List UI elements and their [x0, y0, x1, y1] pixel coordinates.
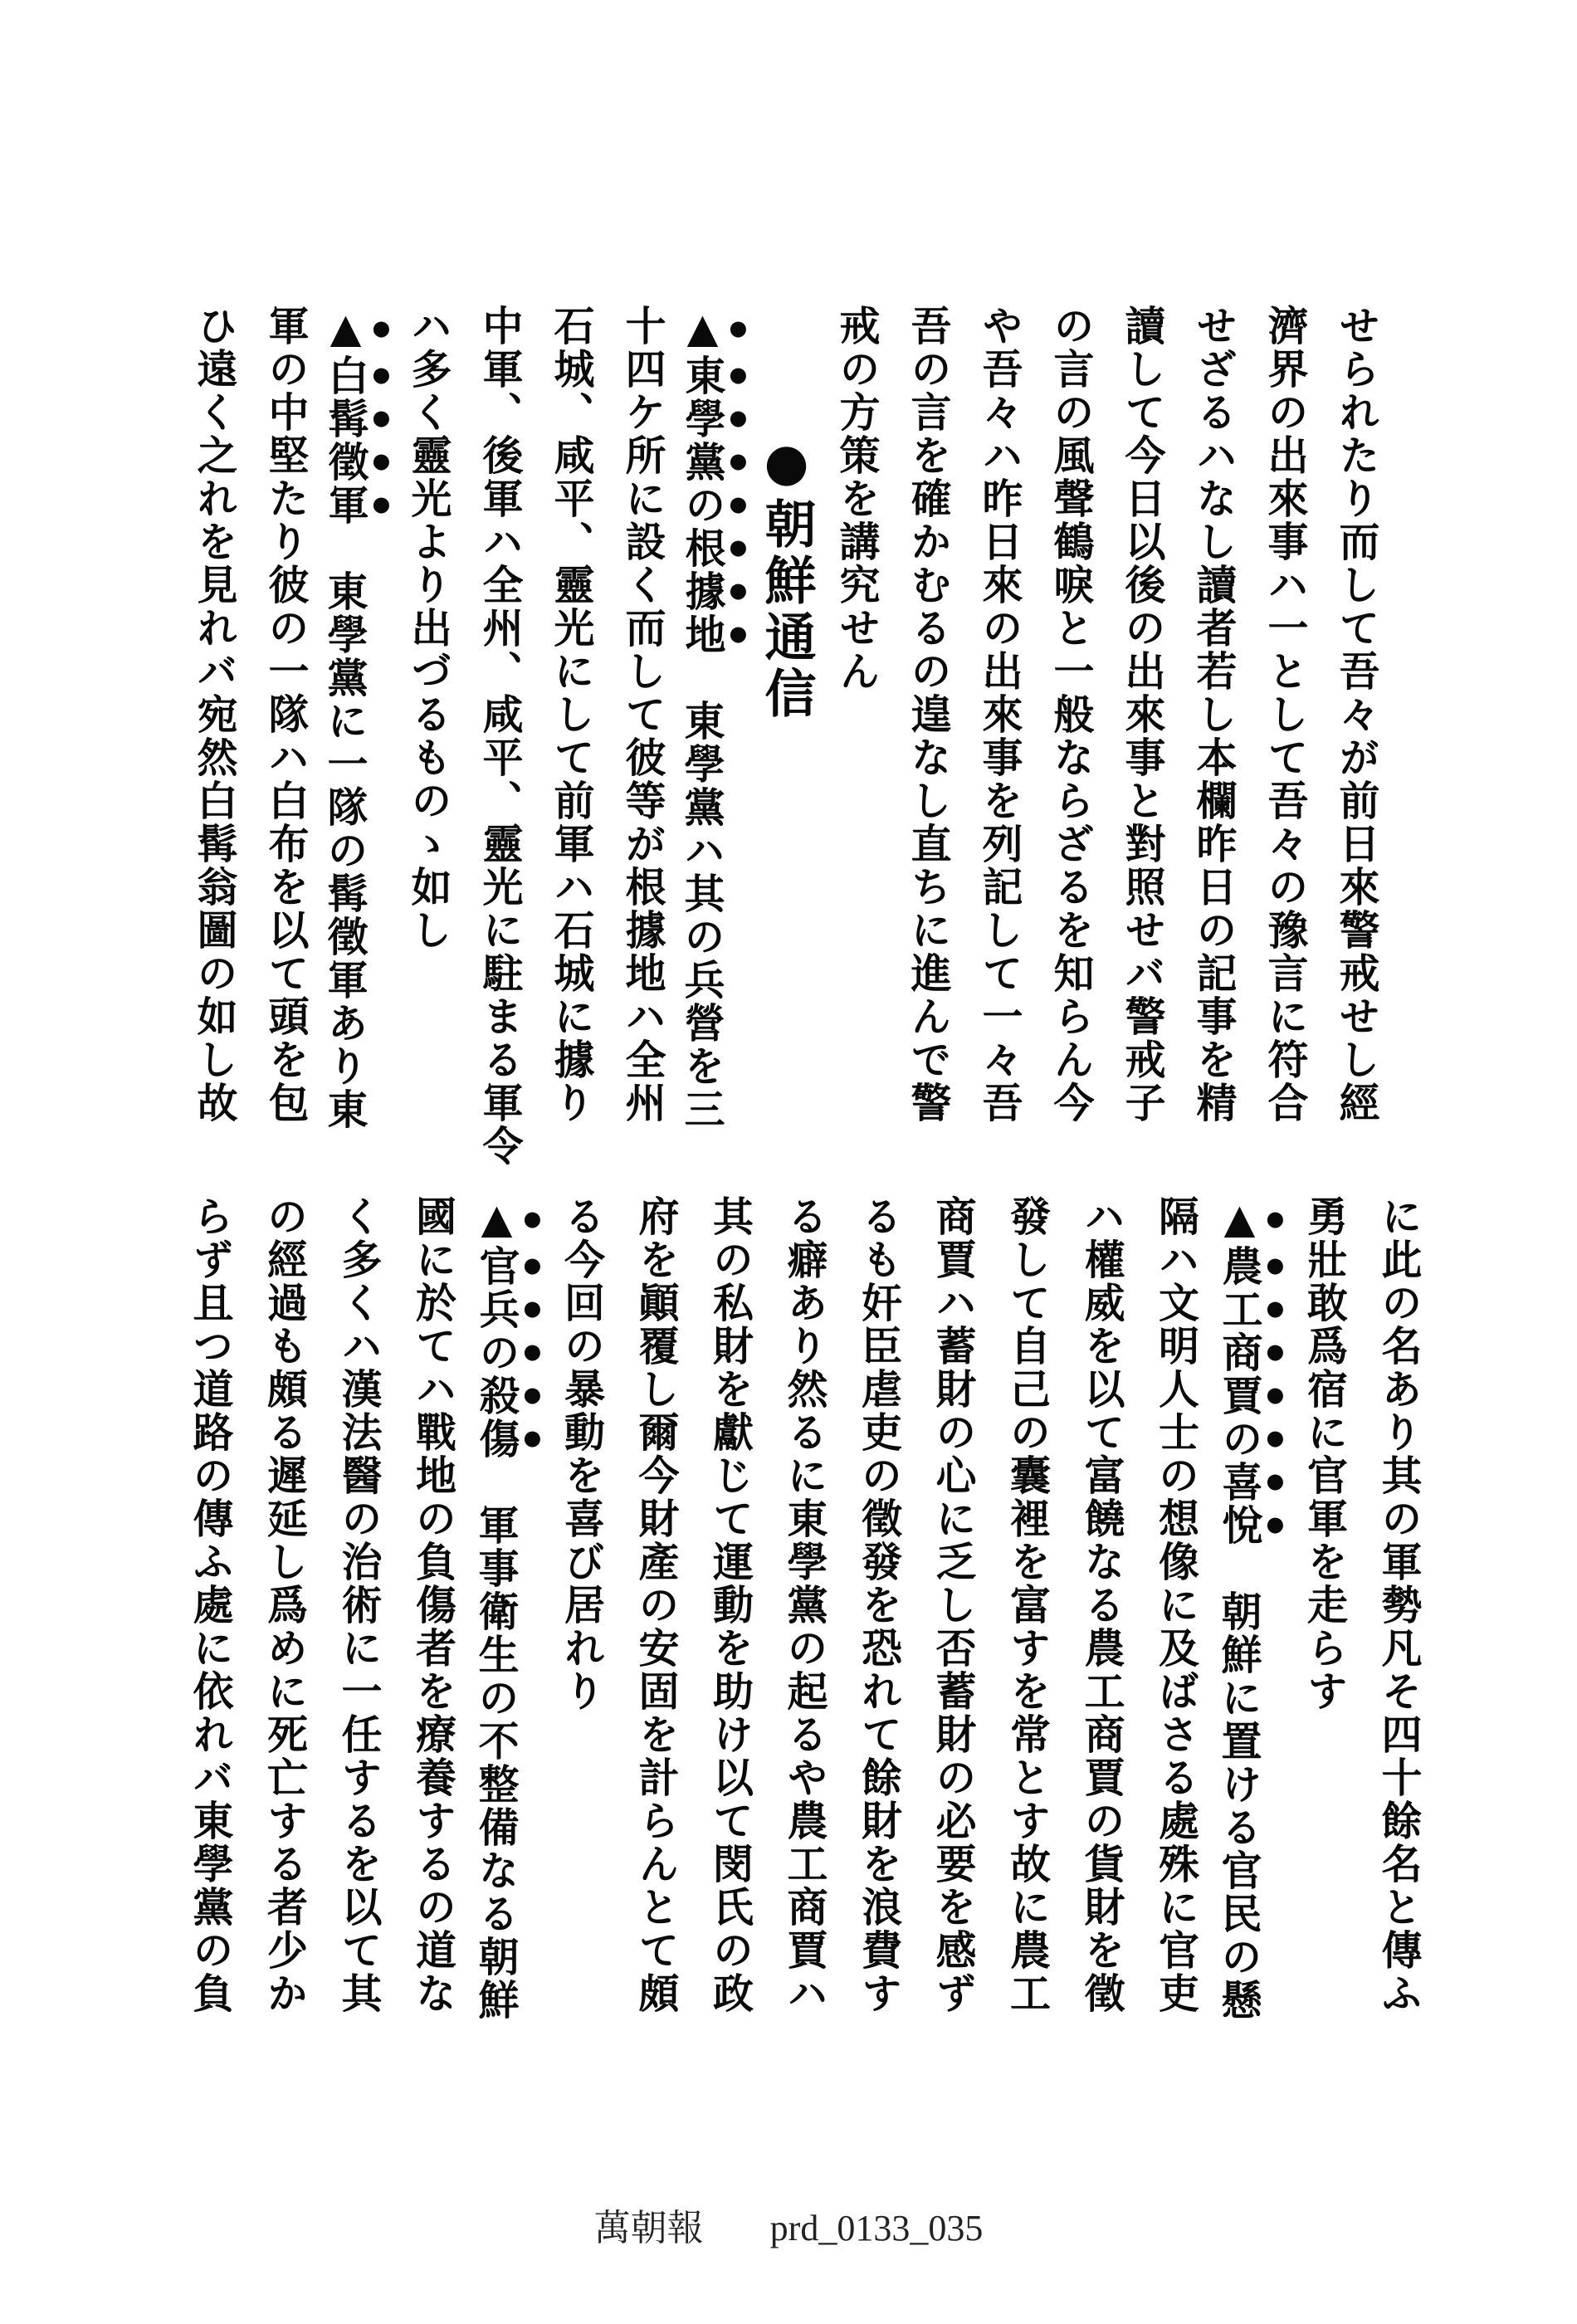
column-text: に此の名あり其の軍勢凡そ四十餘名と傳ふ — [1375, 1195, 1423, 2015]
column-text: る癖あり然るに東學黨の起るや農工商賈ハ — [781, 1195, 829, 2015]
section-heading: ●朝鮮通信 — [756, 432, 817, 723]
text-column — [619, 1195, 694, 2025]
newspaper-name: 萬朝報 — [593, 2208, 704, 2248]
column-text: るも奸臣虐吏の徵發を恐れて餘財を浪費す — [855, 1195, 904, 2015]
column-text: 商賈ハ蓄財の心に乏し否蓄財の必要を感ず — [930, 1195, 978, 2015]
text-column — [768, 1195, 842, 2025]
column-text: 吾の言を確かむるの遑なし直ちに進んで警 — [905, 305, 953, 1125]
text-column — [1107, 305, 1179, 1135]
text-column — [471, 1195, 545, 2025]
column-text: 東學黨ハ其の兵營を三 — [678, 700, 726, 1131]
text-column — [842, 1195, 916, 2025]
column-text: 隔ハ文明人士の想像に及ばさる處殊に官吏 — [1152, 1195, 1201, 2015]
text-column — [1179, 305, 1250, 1135]
column-text: の言の風聲鶴唳と一般ならざるを知らん今 — [1047, 305, 1096, 1125]
text-column — [1287, 1195, 1362, 2025]
text-column — [322, 1195, 397, 2025]
text-column — [1362, 1195, 1437, 2025]
text-column — [990, 1195, 1065, 2025]
column-text: 軍事衛生の不整備なる朝鮮 — [472, 1504, 520, 2022]
text-column — [465, 305, 536, 1168]
lower-text-block — [173, 1195, 1437, 2025]
page-id: prd_0133_035 — [769, 2208, 984, 2248]
text-column — [544, 1195, 619, 2025]
column-text: 東學黨に一隊の髯徵軍あり東 — [321, 570, 369, 1131]
page-footer — [0, 2198, 1577, 2251]
column-text: らず且つ道路の傳ふ處に依れバ東學黨の負 — [187, 1195, 235, 2015]
text-column — [679, 305, 750, 1135]
column-text: せられたり而して吾々が前日來警戒せし經 — [1333, 305, 1381, 1125]
column-text: る今回の暴動を喜び居れり — [558, 1195, 607, 1713]
text-column — [964, 305, 1036, 1135]
column-text: せざるハなし讀者若し本欄昨日の記事を精 — [1190, 305, 1238, 1125]
text-column — [1321, 305, 1393, 1135]
text-column — [393, 305, 465, 1135]
column-text: 石城、咸平、靈光にして前軍ハ石城に據り — [548, 305, 596, 1125]
column-text: ひ遠く之れを見れバ宛然白髯翁圖の如し故 — [191, 305, 239, 1125]
subhead: ▲官兵の殺傷 — [473, 1195, 520, 1461]
subhead: ▲東學黨の根據地 — [679, 305, 726, 657]
column-text: や吾々ハ昨日來の出來事を列記して一々吾 — [976, 305, 1024, 1125]
upper-text-block — [179, 305, 1393, 1168]
subhead: ▲農工商賈の喜悅 — [1216, 1195, 1263, 1547]
text-column — [822, 305, 893, 1135]
text-column — [1065, 1195, 1140, 2025]
column-text: 其の私財を獻じて運動を助け以て閔氏の政 — [706, 1195, 755, 2015]
column-text: ハ多く靈光より出づるものゝ如し — [405, 305, 453, 952]
column-text: 濟界の出來事ハ一として吾々の豫言に符合 — [1262, 305, 1310, 1125]
column-text: 發して自己の囊裡を富すを常とす故に農工 — [1003, 1195, 1052, 2015]
column-text: 軍の中堅たり彼の一隊ハ白布を以て頭を包 — [262, 305, 310, 1125]
text-column — [173, 1195, 248, 2025]
text-column — [1036, 305, 1107, 1135]
text-column — [693, 1195, 768, 2025]
column-text: 讀して今日以後の出來事と對照せバ警戒子 — [1119, 305, 1167, 1125]
column-text: 十四ケ所に設く而して彼等が根據地ハ全州 — [619, 305, 667, 1125]
column-text: く多くハ漢法醫の治術に一任するを以て其 — [335, 1195, 383, 2015]
column-text: 中軍、後軍ハ全州、咸平、靈光に駐まる軍令 — [476, 305, 525, 1168]
column-text: 國に於てハ戰地の負傷者を療養するの道な — [409, 1195, 458, 2015]
column-text: 朝鮮に置ける官民の懸 — [1215, 1590, 1263, 2022]
text-column — [1250, 305, 1321, 1135]
column-text: の經過も頗る遲延し爲めに死亡する者少か — [261, 1195, 310, 2015]
subhead: ▲白髯徵軍 — [322, 305, 369, 527]
text-column — [893, 305, 964, 1135]
column-text: ハ權威を以て富饒なる農工商賈の貨財を徵 — [1078, 1195, 1126, 2015]
text-column — [247, 1195, 322, 2025]
column-text: 戒の方策を講究せん — [833, 305, 881, 693]
text-column — [536, 305, 608, 1135]
column-text: 府を顚覆し爾今財產の安固を計らんとて頗 — [632, 1195, 681, 2015]
text-column — [916, 1195, 991, 2025]
text-column — [179, 305, 251, 1135]
text-column — [1213, 1195, 1288, 2025]
text-column — [322, 305, 393, 1135]
column-text: 勇壯敢爲宿に官軍を走らす — [1301, 1195, 1350, 1713]
